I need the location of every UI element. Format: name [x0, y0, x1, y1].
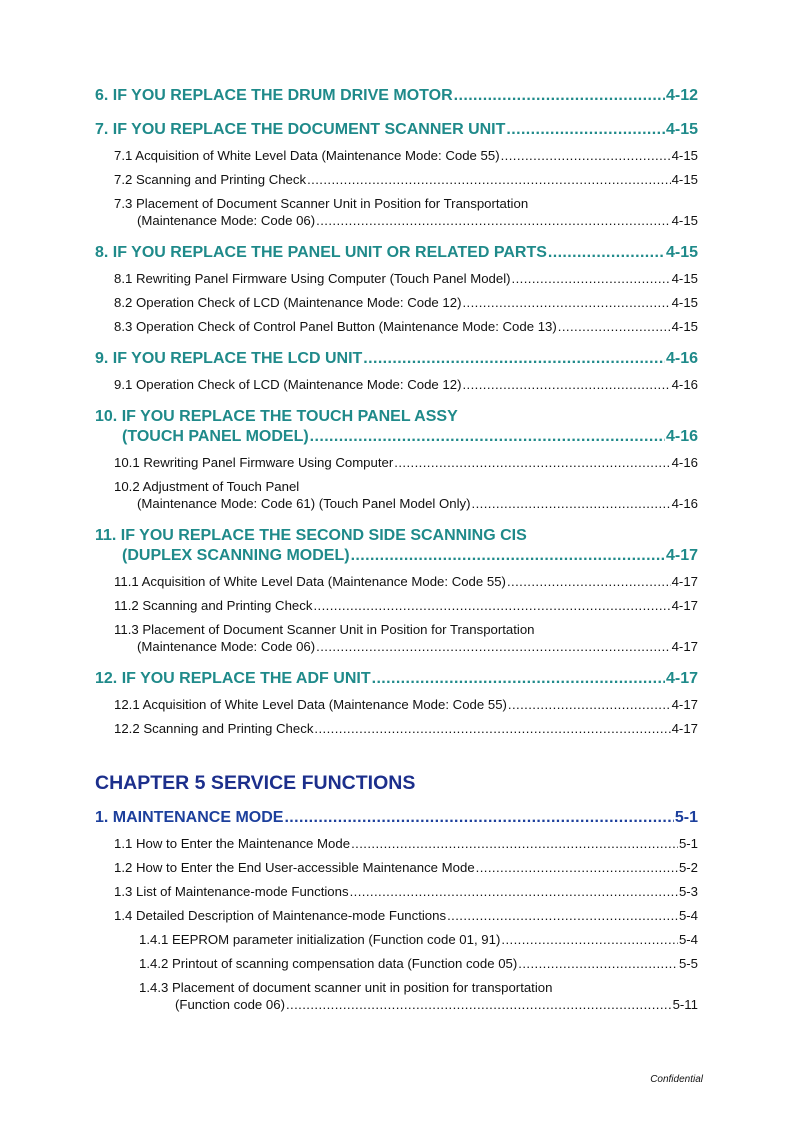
toc-item-8-1[interactable] — [95, 270, 698, 287]
toc-item-10-1[interactable] — [95, 454, 698, 471]
toc-item-title-line1: 1.4.3 Placement of document scanner unit in position for transportation — [139, 980, 553, 995]
toc-page-number: 5-1 — [674, 809, 698, 826]
toc-item-title: 1.3 List of Maintenance-mode Functions — [114, 884, 349, 899]
leader-dots — [447, 907, 678, 924]
toc-section-title: 9. IF YOU REPLACE THE LCD UNIT — [95, 350, 363, 367]
toc-item-1-4-3[interactable] — [95, 979, 698, 1013]
leader-dots — [350, 883, 678, 900]
toc-page-number: 5-4 — [678, 908, 698, 923]
toc-item-title: 8.3 Operation Check of Control Panel Button (Maintenance Mode: Code 13) — [114, 319, 557, 334]
toc-item-1-4-2[interactable] — [95, 955, 698, 972]
toc-item-title: 1.1 How to Enter the Maintenance Mode — [114, 836, 351, 851]
toc-item-1-2[interactable] — [95, 859, 698, 876]
toc-section-title: 12. IF YOU REPLACE THE ADF UNIT — [95, 670, 371, 687]
toc-page-number: 4-16 — [671, 377, 698, 392]
toc-section-11[interactable] — [95, 526, 698, 566]
toc-item-title-line1: 10.2 Adjustment of Touch Panel — [114, 479, 300, 494]
toc-section-6[interactable] — [95, 86, 698, 106]
toc-page-number: 4-17 — [671, 598, 698, 613]
toc-item-title: 8.1 Rewriting Panel Firmware Using Computer (Touch Panel Model) — [114, 271, 511, 286]
toc-item-1-4[interactable] — [95, 907, 698, 924]
toc-item-title-line1: 11.3 Placement of Document Scanner Unit in Position for Transportation — [114, 622, 535, 637]
toc-item-title: 1.4 Detailed Description of Maintenance-mode Functions — [114, 908, 447, 923]
toc-page-number: 4-15 — [671, 271, 698, 286]
toc-item-11-3[interactable] — [95, 621, 698, 655]
toc-page-number: 4-15 — [671, 148, 698, 163]
toc-page-number: 5-2 — [678, 860, 698, 875]
toc-item-title: 1.4.2 Printout of scanning compensation data (Function code 05) — [139, 956, 518, 971]
toc-item-title: 12.2 Scanning and Printing Check — [114, 721, 314, 736]
toc-item-10-2[interactable] — [95, 478, 698, 512]
toc-page-number: 4-17 — [671, 574, 698, 589]
leader-dots — [316, 212, 670, 229]
leader-dots — [548, 243, 665, 263]
toc-section-title: 7. IF YOU REPLACE THE DOCUMENT SCANNER UNIT — [95, 121, 506, 138]
toc-page-number: 4-17 — [665, 670, 698, 687]
leader-dots — [512, 270, 671, 287]
leader-dots — [286, 996, 672, 1013]
leader-dots — [472, 495, 671, 512]
leader-dots — [307, 171, 671, 188]
leader-dots — [501, 931, 678, 948]
toc-item-title: 1.4.1 EEPROM parameter initialization (Function code 01, 91) — [139, 932, 501, 947]
leader-dots — [501, 147, 671, 164]
toc-page-number: 4-15 — [671, 172, 698, 187]
toc-page-number: 4-16 — [665, 350, 698, 367]
toc-item-title-line2: (Maintenance Mode: Code 06) — [137, 639, 316, 654]
toc-page-number: 4-15 — [671, 295, 698, 310]
leader-dots — [508, 696, 671, 713]
leader-dots — [314, 720, 670, 737]
toc-page-number: 4-15 — [671, 213, 698, 228]
toc-page-number: 4-15 — [671, 319, 698, 334]
toc-item-title: 11.2 Scanning and Printing Check — [114, 598, 313, 613]
toc-item-title: 7.2 Scanning and Printing Check — [114, 172, 307, 187]
toc-item-title: 10.1 Rewriting Panel Firmware Using Computer — [114, 455, 394, 470]
leader-dots — [462, 294, 670, 311]
toc-item-title-line2: (Maintenance Mode: Code 61) (Touch Panel Model Only) — [137, 496, 471, 511]
toc-page-number: 4-16 — [671, 455, 698, 470]
leader-dots — [313, 597, 670, 614]
toc-item-title: 1.2 How to Enter the End User-accessible Maintenance Mode — [114, 860, 475, 875]
table-of-contents — [95, 86, 698, 1013]
toc-section-title: 8. IF YOU REPLACE THE PANEL UNIT OR RELATED PARTS — [95, 244, 547, 261]
toc-item-title: 11.1 Acquisition of White Level Data (Maintenance Mode: Code 55) — [114, 574, 506, 589]
toc-page-number: 4-17 — [665, 547, 698, 564]
toc-page-number: 4-16 — [665, 428, 698, 445]
toc-item-11-1[interactable] — [95, 573, 698, 590]
leader-dots — [462, 376, 670, 393]
toc-section-10[interactable] — [95, 407, 698, 447]
toc-section-5-1[interactable] — [95, 808, 698, 828]
leader-dots — [351, 835, 678, 852]
leader-dots — [372, 669, 665, 689]
toc-item-11-2[interactable] — [95, 597, 698, 614]
toc-page-number: 5-5 — [678, 956, 698, 971]
toc-section-12[interactable] — [95, 669, 698, 689]
toc-item-title-line1: 7.3 Placement of Document Scanner Unit in Position for Transportation — [114, 196, 529, 211]
toc-item-8-2[interactable] — [95, 294, 698, 311]
toc-item-8-3[interactable] — [95, 318, 698, 335]
toc-section-title-line1: 10. IF YOU REPLACE THE TOUCH PANEL ASSY — [95, 408, 458, 425]
chapter-heading: CHAPTER 5 SERVICE FUNCTIONS — [95, 772, 416, 794]
toc-page-number: 4-16 — [671, 496, 698, 511]
toc-item-title: 8.2 Operation Check of LCD (Maintenance Mode: Code 12) — [114, 295, 462, 310]
toc-page-number: 5-3 — [678, 884, 698, 899]
toc-page-number: 5-11 — [672, 997, 698, 1012]
toc-section-9[interactable] — [95, 349, 698, 369]
toc-item-title: 9.1 Operation Check of LCD (Maintenance Mode: Code 12) — [114, 377, 462, 392]
toc-page-number: 4-17 — [671, 721, 698, 736]
leader-dots — [363, 349, 665, 369]
toc-item-7-3[interactable] — [95, 195, 698, 229]
toc-item-title: 7.1 Acquisition of White Level Data (Maintenance Mode: Code 55) — [114, 148, 500, 163]
toc-page-number: 5-1 — [678, 836, 698, 851]
leader-dots — [518, 955, 678, 972]
toc-page-number: 5-4 — [678, 932, 698, 947]
toc-section-title-line2: (TOUCH PANEL MODEL) — [122, 428, 309, 445]
toc-page-number: 4-12 — [665, 87, 698, 104]
toc-section-title-line2: (DUPLEX SCANNING MODEL) — [122, 547, 350, 564]
toc-page-number: 4-15 — [665, 244, 698, 261]
toc-item-12-1[interactable] — [95, 696, 698, 713]
toc-item-9-1[interactable] — [95, 376, 698, 393]
toc-page-number: 4-17 — [671, 697, 698, 712]
toc-item-12-2[interactable] — [95, 720, 698, 737]
leader-dots — [506, 120, 665, 140]
toc-item-title-line2: (Maintenance Mode: Code 06) — [137, 213, 316, 228]
toc-section-title: 1. MAINTENANCE MODE — [95, 809, 284, 826]
leader-dots — [310, 427, 665, 447]
toc-item-1-1[interactable] — [95, 835, 698, 852]
leader-dots — [351, 546, 665, 566]
confidential-footer: Confidential — [650, 1074, 703, 1085]
toc-section-title-line1: 11. IF YOU REPLACE THE SECOND SIDE SCANNING CIS — [95, 527, 527, 544]
leader-dots — [284, 808, 673, 828]
leader-dots — [558, 318, 671, 335]
leader-dots — [507, 573, 671, 590]
leader-dots — [316, 638, 670, 655]
toc-item-title: 12.1 Acquisition of White Level Data (Maintenance Mode: Code 55) — [114, 697, 507, 712]
toc-section-8[interactable] — [95, 243, 698, 263]
toc-item-1-3[interactable] — [95, 883, 698, 900]
toc-item-title-line2: (Function code 06) — [175, 997, 285, 1012]
leader-dots — [454, 86, 665, 106]
toc-section-7[interactable] — [95, 120, 698, 140]
toc-item-7-2[interactable] — [95, 171, 698, 188]
leader-dots — [394, 454, 670, 471]
toc-item-7-1[interactable] — [95, 147, 698, 164]
toc-section-title: 6. IF YOU REPLACE THE DRUM DRIVE MOTOR — [95, 87, 453, 104]
leader-dots — [476, 859, 678, 876]
toc-page-number: 4-17 — [671, 639, 698, 654]
toc-page-number: 4-15 — [665, 121, 698, 138]
toc-item-1-4-1[interactable] — [95, 931, 698, 948]
